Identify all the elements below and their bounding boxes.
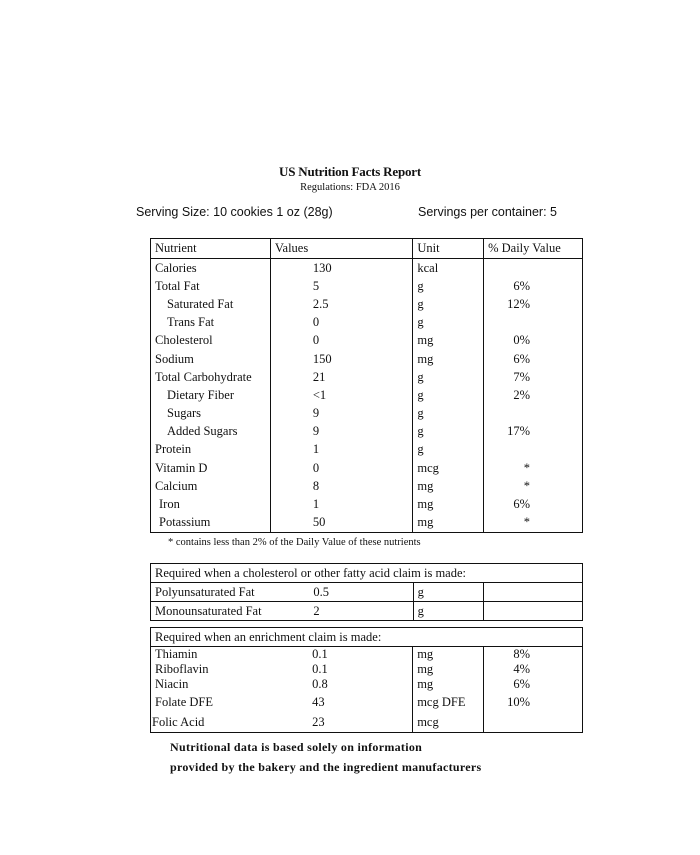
nutrient-name: Added Sugars bbox=[167, 424, 238, 439]
nutrient-value: 43 bbox=[312, 694, 325, 709]
table-row bbox=[151, 583, 583, 602]
header-unit: Unit bbox=[413, 239, 484, 259]
nutrient-unit: g bbox=[413, 368, 484, 386]
nutrient-daily-value: 17% bbox=[484, 423, 583, 441]
nutrient-value: 1 bbox=[270, 441, 412, 459]
cholesterol-claim-heading: Required when a cholesterol or other fatty acid claim is made: bbox=[151, 564, 583, 583]
table-header-row bbox=[151, 628, 583, 647]
nutrient-daily-value bbox=[484, 583, 583, 602]
nutrient-name: Protein bbox=[155, 442, 192, 457]
nutrient-unit: mg bbox=[413, 514, 484, 533]
nutrient-unit: mg bbox=[413, 677, 484, 692]
nutrient-daily-value bbox=[484, 405, 583, 423]
nutrient-daily-value: * bbox=[484, 459, 583, 477]
table-row bbox=[151, 277, 583, 295]
nutrient-name: Potassium bbox=[159, 515, 211, 530]
nutrient-daily-value: 4% bbox=[484, 662, 583, 677]
nutrient-unit: mcg DFE bbox=[413, 692, 484, 712]
nutrient-name: Dietary Fiber bbox=[167, 387, 234, 402]
nutrient-daily-value: 6% bbox=[484, 495, 583, 513]
nutrient-daily-value: 7% bbox=[484, 368, 583, 386]
table-row bbox=[151, 477, 583, 495]
nutrient-daily-value bbox=[484, 441, 583, 459]
header-values: Values bbox=[270, 239, 412, 259]
nutrient-daily-value bbox=[484, 259, 583, 278]
nutrient-value: 2 bbox=[313, 603, 320, 618]
nutrient-unit: g bbox=[413, 277, 484, 295]
table-row bbox=[151, 350, 583, 368]
table-row bbox=[151, 602, 583, 621]
nutrient-daily-value: 6% bbox=[484, 277, 583, 295]
table-row bbox=[151, 295, 583, 313]
data-source-note-line-1: Nutritional data is based solely on information bbox=[170, 740, 423, 754]
table-row bbox=[151, 514, 583, 533]
nutrient-value: 1 bbox=[270, 495, 412, 513]
nutrient-daily-value: 6% bbox=[484, 677, 583, 692]
table-header-row bbox=[151, 564, 583, 583]
nutrient-daily-value: * bbox=[484, 477, 583, 495]
nutrient-unit: mg bbox=[413, 350, 484, 368]
nutrient-value: 0.1 bbox=[312, 647, 328, 661]
nutrient-unit: kcal bbox=[413, 259, 484, 278]
nutrient-name: Saturated Fat bbox=[167, 296, 234, 311]
nutrient-name: Trans Fat bbox=[167, 315, 215, 330]
table-row bbox=[151, 712, 583, 733]
table-row bbox=[151, 441, 583, 459]
nutrient-unit: mg bbox=[413, 647, 484, 663]
regulations-label: Regulations: FDA 2016 bbox=[300, 182, 400, 193]
nutrient-unit: g bbox=[413, 386, 484, 404]
nutrient-daily-value: * bbox=[484, 514, 583, 533]
nutrient-unit: mg bbox=[413, 662, 484, 677]
nutrient-unit: mcg bbox=[413, 712, 484, 733]
nutrient-value: 9 bbox=[270, 423, 412, 441]
servings-per-container: Servings per container: 5 bbox=[418, 205, 557, 219]
nutrient-value: <1 bbox=[270, 386, 412, 404]
nutrient-value: 9 bbox=[270, 405, 412, 423]
nutrient-name: Iron bbox=[159, 497, 180, 512]
nutrient-value: 150 bbox=[270, 350, 412, 368]
nutrient-daily-value: 6% bbox=[484, 350, 583, 368]
nutrient-daily-value: 2% bbox=[484, 386, 583, 404]
nutrient-unit: g bbox=[413, 405, 484, 423]
table-row bbox=[151, 314, 583, 332]
nutrient-daily-value: 10% bbox=[484, 692, 583, 712]
nutrient-name: Vitamin D bbox=[155, 460, 208, 475]
enrichment-claim-table bbox=[150, 627, 583, 733]
nutrient-value: 0 bbox=[270, 459, 412, 477]
header-daily-value: % Daily Value bbox=[484, 239, 583, 259]
nutrient-value: 2.5 bbox=[270, 295, 412, 313]
enrichment-claim-heading: Required when an enrichment claim is made: bbox=[151, 628, 583, 647]
nutrient-unit: mg bbox=[413, 477, 484, 495]
nutrient-daily-value: 8% bbox=[484, 647, 583, 663]
nutrient-name: Calories bbox=[155, 260, 197, 275]
nutrient-name: Thiamin bbox=[155, 647, 198, 661]
table-row bbox=[151, 495, 583, 513]
nutrient-unit: g bbox=[413, 583, 484, 602]
table-row bbox=[151, 332, 583, 350]
nutrient-name: Sugars bbox=[167, 406, 202, 421]
nutrient-value: 50 bbox=[270, 514, 412, 533]
nutrient-value: 0 bbox=[270, 332, 412, 350]
cholesterol-claim-table bbox=[150, 563, 583, 621]
nutrient-value: 0.1 bbox=[312, 662, 328, 676]
table-row bbox=[151, 386, 583, 404]
nutrient-name: Niacin bbox=[155, 677, 189, 691]
table-row bbox=[151, 423, 583, 441]
nutrient-value: 0.8 bbox=[312, 677, 328, 691]
nutrient-unit: g bbox=[413, 602, 484, 621]
nutrient-unit: g bbox=[413, 423, 484, 441]
nutrient-name: Total Carbohydrate bbox=[155, 369, 252, 384]
nutrient-name: Calcium bbox=[155, 478, 198, 493]
serving-size: Serving Size: 10 cookies 1 oz (28g) bbox=[136, 205, 333, 219]
nutrient-name: Folic Acid bbox=[152, 714, 205, 729]
nutrient-daily-value bbox=[484, 602, 583, 621]
table-row bbox=[151, 647, 583, 663]
nutrient-value: 21 bbox=[270, 368, 412, 386]
nutrient-name: Folate DFE bbox=[155, 694, 213, 709]
table-row bbox=[151, 662, 583, 677]
nutrient-name: Riboflavin bbox=[155, 662, 209, 676]
nutrient-daily-value bbox=[484, 712, 583, 733]
nutrient-unit: mcg bbox=[413, 459, 484, 477]
nutrient-name: Polyunsaturated Fat bbox=[151, 583, 294, 602]
nutrient-name: Cholesterol bbox=[155, 333, 213, 348]
nutrient-name: Total Fat bbox=[155, 278, 200, 293]
nutrient-unit: g bbox=[413, 441, 484, 459]
nutrient-daily-value bbox=[484, 314, 583, 332]
nutrient-name: Sodium bbox=[155, 351, 194, 366]
table-row bbox=[151, 368, 583, 386]
report-title: US Nutrition Facts Report bbox=[279, 164, 421, 179]
nutrient-value: 0.5 bbox=[293, 583, 413, 602]
nutrient-daily-value: 12% bbox=[484, 295, 583, 313]
nutrient-unit: g bbox=[413, 295, 484, 313]
nutrient-value: 130 bbox=[270, 259, 412, 278]
nutrition-table bbox=[150, 238, 583, 533]
daily-value-footnote: * contains less than 2% of the Daily Value of these nutrients bbox=[168, 537, 421, 548]
table-row bbox=[151, 692, 583, 712]
table-row bbox=[151, 677, 583, 692]
nutrient-daily-value: 0% bbox=[484, 332, 583, 350]
nutrient-value: 0 bbox=[270, 314, 412, 332]
table-row bbox=[151, 459, 583, 477]
table-row bbox=[151, 405, 583, 423]
nutrient-name: Monounsaturated Fat bbox=[155, 603, 262, 618]
nutrient-value: 23 bbox=[312, 714, 325, 729]
nutrient-unit: mg bbox=[413, 495, 484, 513]
nutrient-unit: g bbox=[413, 314, 484, 332]
nutrient-value: 8 bbox=[270, 477, 412, 495]
table-row bbox=[151, 259, 583, 278]
nutrient-value: 5 bbox=[270, 277, 412, 295]
table-header-row bbox=[151, 239, 583, 259]
data-source-note-line-2: provided by the bakery and the ingredient manufacturers bbox=[170, 760, 482, 774]
nutrient-unit: mg bbox=[413, 332, 484, 350]
header-nutrient: Nutrient bbox=[151, 239, 271, 259]
